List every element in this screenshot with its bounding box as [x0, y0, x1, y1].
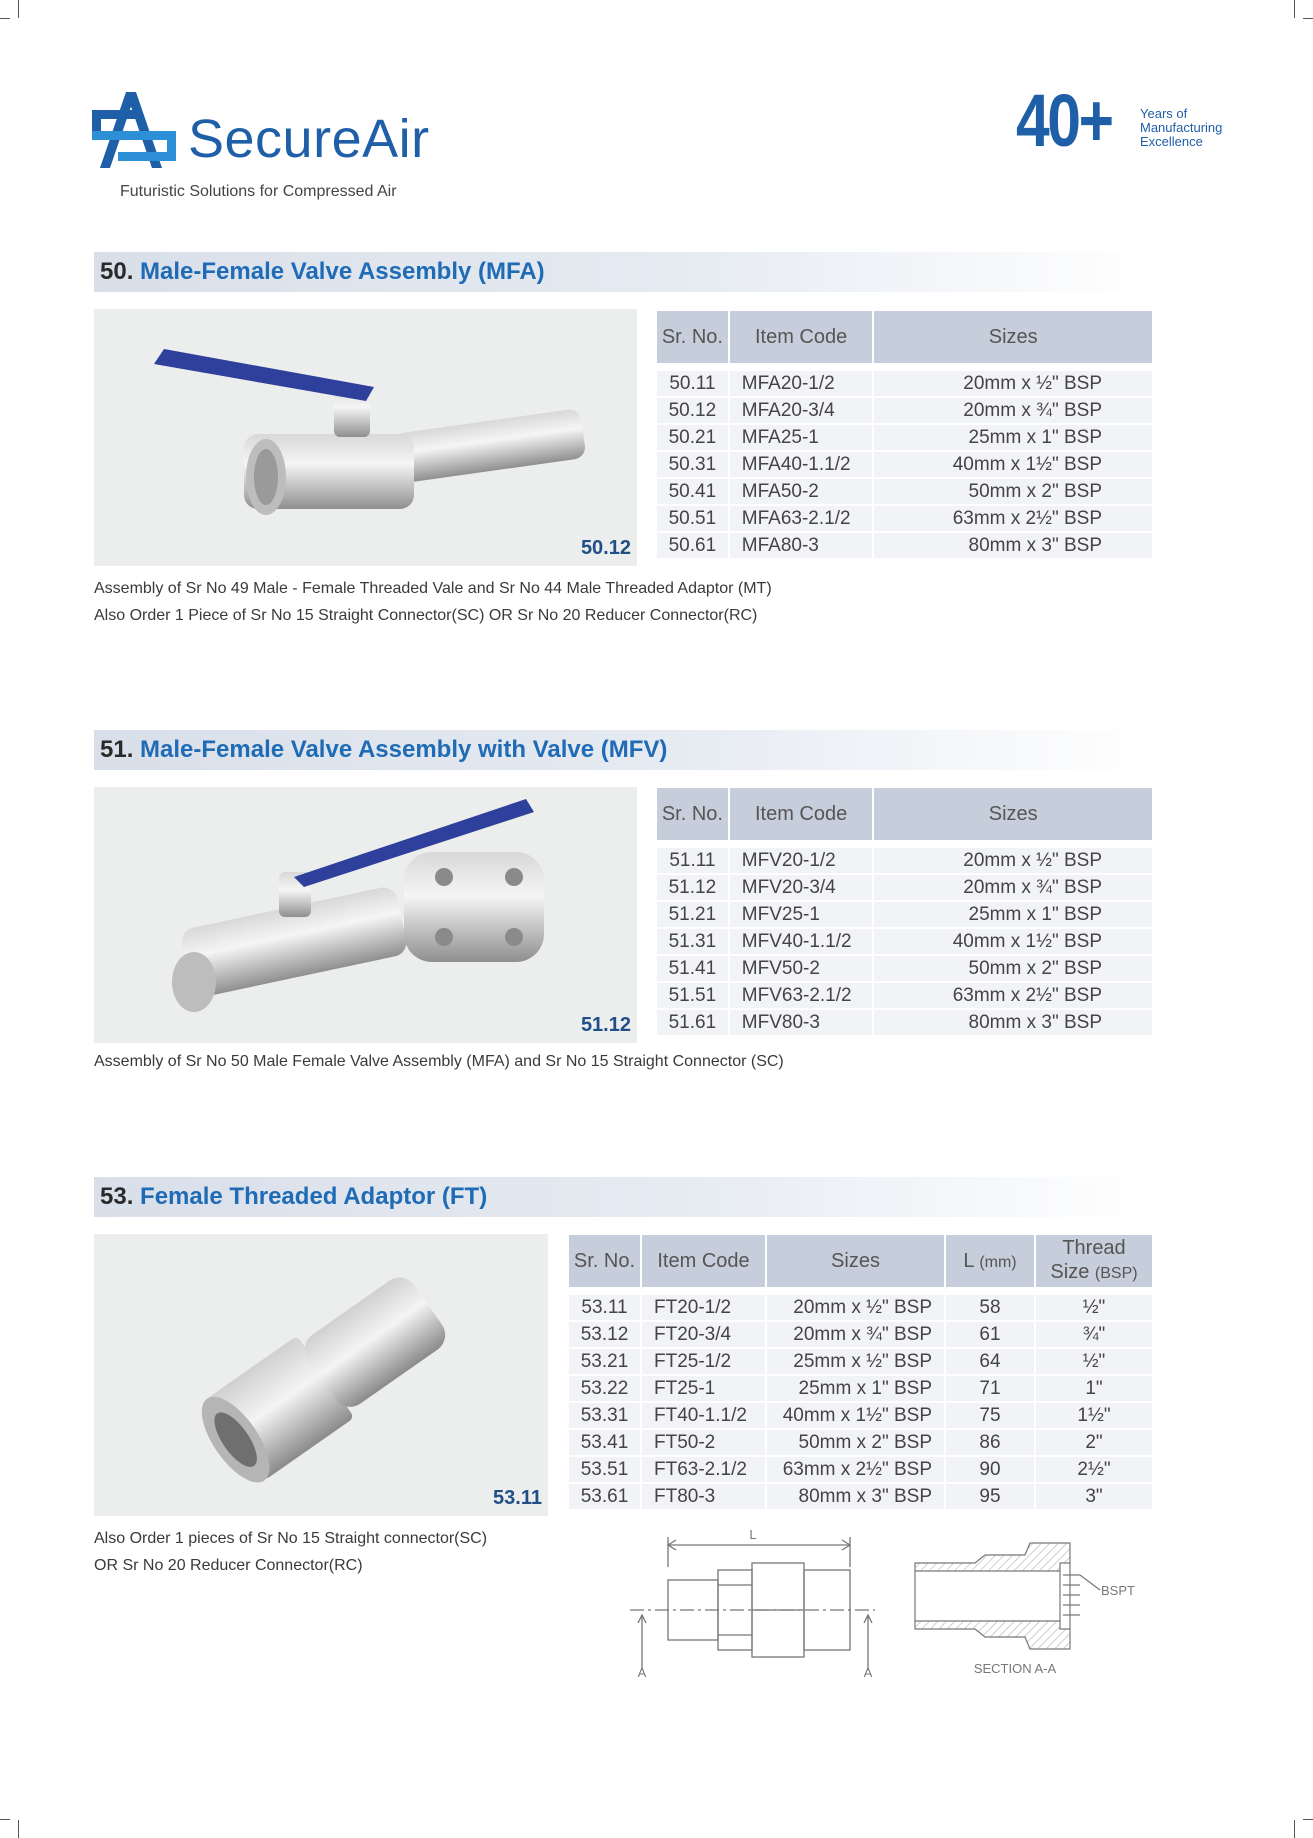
column-header: Sizes: [874, 788, 1152, 840]
product-photo-ft: [94, 1234, 548, 1516]
dimension-label-l: L: [749, 1527, 757, 1542]
technical-drawing-section-view: [905, 1535, 1155, 1680]
spec-table-ft: [567, 1233, 1154, 1511]
photo-caption: 51.12: [580, 1014, 631, 1036]
crop-mark: [1294, 0, 1295, 18]
table-row: 50.21 MFA25-1 25mm x 1" BSP: [657, 425, 1152, 450]
table-row: 51.21 MFV25-1 25mm x 1" BSP: [657, 902, 1152, 927]
table-row: 51.51 MFV63-2.1/2 63mm x 2½" BSP: [657, 983, 1152, 1008]
crop-mark: [1294, 1820, 1295, 1838]
table-row: 51.11 MFV20-1/2 20mm x ½" BSP: [657, 848, 1152, 873]
table-row: 50.31 MFA40-1.1/2 40mm x 1½" BSP: [657, 452, 1152, 477]
column-header: Thread Size (BSP): [1036, 1235, 1152, 1287]
table-row: 51.61 MFV80-3 80mm x 3" BSP: [657, 1010, 1152, 1035]
table-row: 53.31 FT40-1.1/2 40mm x 1½" BSP 75 1½": [569, 1403, 1152, 1428]
column-header: Sr. No.: [657, 311, 728, 363]
bspt-label: BSPT: [1101, 1583, 1135, 1598]
ball-valve-assembly-icon: [94, 309, 637, 566]
product-photo-mfv: [94, 787, 637, 1043]
brand-tagline: Futuristic Solutions for Compressed Air: [120, 183, 397, 200]
table-row: 50.12 MFA20-3/4 20mm x ¾" BSP: [657, 398, 1152, 423]
crop-mark: [1303, 1819, 1313, 1820]
column-header: Sizes: [874, 311, 1152, 363]
column-header: Sr. No.: [657, 788, 728, 840]
table-row: 53.61 FT80-3 80mm x 3" BSP 95 3": [569, 1484, 1152, 1509]
column-header: Item Code: [642, 1235, 765, 1287]
table-row: 53.12 FT20-3/4 20mm x ¾" BSP 61 ¾": [569, 1322, 1152, 1347]
table-row: 50.11 MFA20-1/2 20mm x ½" BSP: [657, 371, 1152, 396]
table-row: 53.22 FT25-1 25mm x 1" BSP 71 1": [569, 1376, 1152, 1401]
column-header: Sizes: [767, 1235, 944, 1287]
secureair-logo-icon: [92, 92, 178, 168]
section-header-50: [94, 252, 1154, 292]
crop-mark: [0, 1819, 10, 1820]
column-header: Item Code: [730, 311, 873, 363]
table-row: 50.51 MFA63-2.1/2 63mm x 2½" BSP: [657, 506, 1152, 531]
table-row: 53.21 FT25-1/2 25mm x ½" BSP 64 ½": [569, 1349, 1152, 1374]
ball-valve-with-connector-icon: [94, 787, 637, 1043]
female-threaded-adaptor-icon: [94, 1234, 548, 1516]
section-number: 51.: [100, 736, 134, 763]
spec-table-mfv: [655, 786, 1154, 1037]
table-row: 50.61 MFA80-3 80mm x 3" BSP: [657, 533, 1152, 558]
section-note: Also Order 1 pieces of Sr No 15 Straight connector(SC) OR Sr No 20 Reducer Connector(RC): [94, 1530, 488, 1574]
table-row: 50.41 MFA50-2 50mm x 2" BSP: [657, 479, 1152, 504]
photo-caption: 53.11: [493, 1487, 542, 1509]
table-row: 51.31 MFV40-1.1/2 40mm x 1½" BSP: [657, 929, 1152, 954]
section-header-53: [94, 1177, 1154, 1217]
column-header: L (mm): [946, 1235, 1034, 1287]
years-badge-text: Years of Manufacturing Excellence: [1140, 106, 1223, 149]
table-row: 53.41 FT50-2 50mm x 2" BSP 86 2": [569, 1430, 1152, 1455]
section-title: Male-Female Valve Assembly with Valve (MFV): [140, 736, 668, 763]
section-number: 50.: [100, 258, 134, 285]
crop-mark: [18, 1820, 19, 1838]
section-number: 53.: [100, 1183, 134, 1210]
table-header-row: [569, 1235, 1152, 1287]
table-row: 53.51 FT63-2.1/2 63mm x 2½" BSP 90 2½": [569, 1457, 1152, 1482]
years-badge: 40+: [1016, 79, 1112, 162]
table-row: 53.11 FT20-1/2 20mm x ½" BSP 58 ½": [569, 1295, 1152, 1320]
table-header-row: [657, 788, 1152, 840]
column-header: Sr. No.: [569, 1235, 640, 1287]
brand-name: SecureAir: [188, 109, 430, 169]
section-aa-label: SECTION A-A: [973, 1661, 1057, 1676]
photo-caption: 50.12: [580, 537, 631, 559]
column-header: Item Code: [730, 788, 873, 840]
crop-mark: [1303, 18, 1313, 19]
section-note: Assembly of Sr No 49 Male - Female Threaded Vale and Sr No 44 Male Threaded Adaptor (MT) Also Order 1 Piece of Sr No 15 Straight Connector(SC) OR Sr No 20 Reducer Connector(RC): [94, 580, 772, 624]
section-title: Female Threaded Adaptor (FT): [140, 1183, 488, 1210]
product-photo-mfa: [94, 309, 637, 566]
section-mark-left: A: [637, 1665, 647, 1680]
section-mark-right: A: [863, 1665, 873, 1680]
spec-table-mfa: [655, 309, 1154, 560]
table-header-row: [657, 311, 1152, 363]
section-note: Assembly of Sr No 50 Male Female Valve Assembly (MFA) and Sr No 15 Straight Connector (SC): [94, 1053, 784, 1070]
section-title: Male-Female Valve Assembly (MFA): [140, 258, 545, 285]
crop-mark: [0, 18, 10, 19]
technical-drawing-side-view: [620, 1525, 890, 1680]
table-row: 51.12 MFV20-3/4 20mm x ¾" BSP: [657, 875, 1152, 900]
table-row: 51.41 MFV50-2 50mm x 2" BSP: [657, 956, 1152, 981]
section-header-51: [94, 730, 1154, 770]
crop-mark: [18, 0, 19, 18]
